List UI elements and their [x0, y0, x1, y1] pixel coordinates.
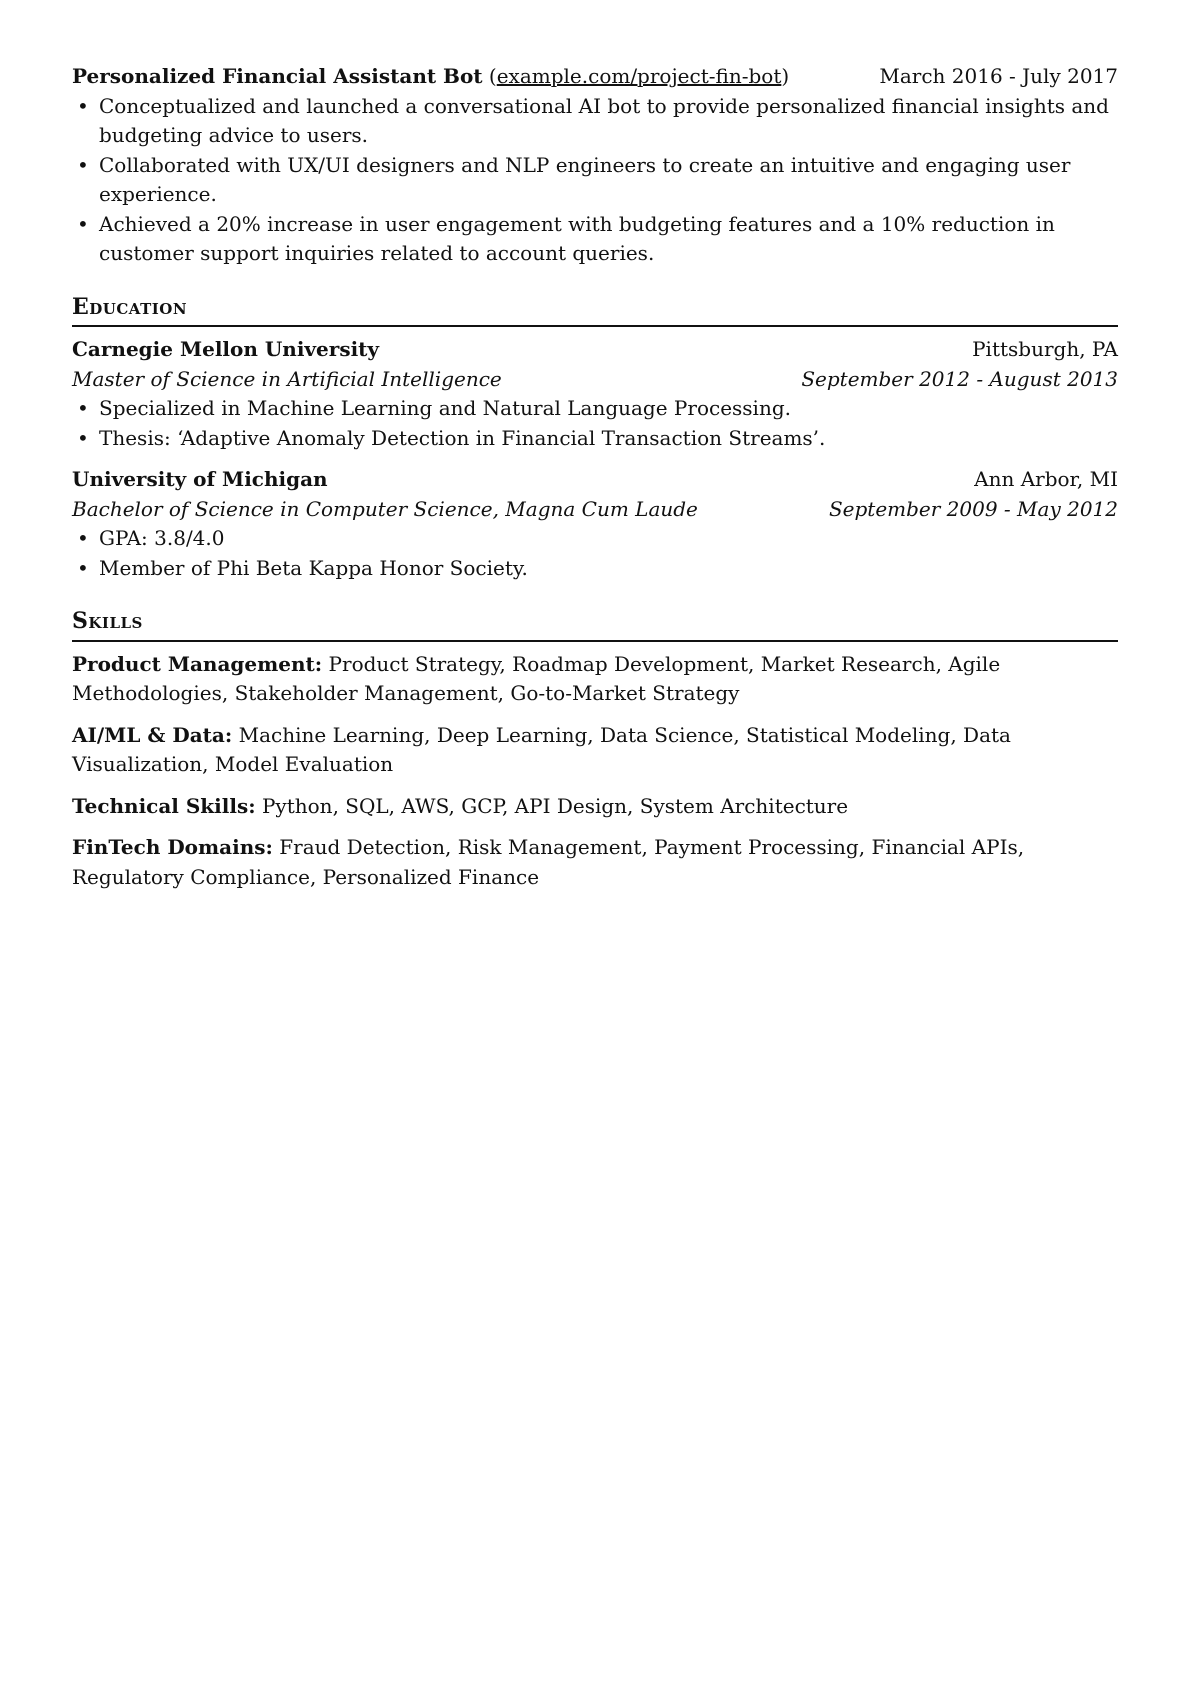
list-item: • Conceptualized and launched a conversational AI bot to provide personalized financial insights and budgeting advice to users.	[72, 92, 1118, 151]
education-bullets	[72, 394, 1118, 453]
education-dates: September 2009 - May 2012	[828, 496, 1118, 521]
education-dates: September 2012 - August 2013	[801, 366, 1118, 391]
school-name: University of Michigan	[72, 467, 328, 491]
skill-text: Fraud Detection, Risk Management, Payment Processing, Financial APIs, Regulatory Compliance, Personalized Finance	[72, 835, 1025, 889]
resume-page	[72, 62, 1118, 904]
education-header	[72, 335, 1118, 365]
school-name: Carnegie Mellon University	[72, 337, 380, 361]
skill-text: Machine Learning, Deep Learning, Data Science, Statistical Modeling, Data Visualization, Model Evaluation	[72, 722, 1011, 776]
skill-label: FinTech Domains:	[72, 835, 273, 859]
skill-label: AI/ML & Data:	[72, 722, 233, 747]
project-dates: March 2016 - July 2017	[879, 64, 1118, 88]
education-bullets	[72, 524, 1118, 583]
project-title: Personalized Financial Assistant Bot	[72, 64, 483, 88]
degree: Bachelor of Science in Computer Science, Magna Cum Laude	[72, 496, 698, 521]
skill-label: Technical Skills:	[72, 793, 256, 818]
list-item: • Thesis: ‘Adaptive Anomaly Detection in Financial Transaction Streams’.	[72, 424, 1118, 454]
open-paren: (	[488, 64, 497, 88]
education-subheader	[72, 365, 1118, 395]
education-header	[72, 465, 1118, 495]
skill-technical	[72, 792, 1118, 822]
project-entry	[72, 62, 1118, 269]
education-entry-cmu	[72, 335, 1118, 453]
skills-heading: Skills	[72, 607, 1118, 642]
education-heading: Education	[72, 293, 1118, 328]
project-bullets	[72, 92, 1118, 269]
close-paren: )	[781, 64, 790, 88]
school-location: Pittsburgh, PA	[972, 337, 1118, 361]
skill-text: Python, SQL, AWS, GCP, API Design, System Architecture	[261, 793, 849, 818]
degree: Master of Science in Artificial Intelligence	[72, 366, 502, 391]
list-item: • GPA: 3.8/4.0	[72, 524, 1118, 554]
skill-product-management	[72, 650, 1118, 709]
skill-fintech	[72, 833, 1118, 892]
skill-text: Product Strategy, Roadmap Development, Market Research, Agile Methodologies, Stakeholder Management, Go-to-Market Strategy	[72, 651, 1001, 705]
list-item: • Member of Phi Beta Kappa Honor Society.	[72, 554, 1118, 584]
list-item: • Specialized in Machine Learning and Natural Language Processing.	[72, 394, 1118, 424]
skill-label: Product Management:	[72, 651, 323, 676]
skill-aiml-data	[72, 721, 1118, 780]
education-entry-umich	[72, 465, 1118, 583]
list-item: • Collaborated with UX/UI designers and NLP engineers to create an intuitive and engaging user experience.	[72, 151, 1118, 210]
list-item: • Achieved a 20% increase in user engagement with budgeting features and a 10% reduction in customer support inquiries related to account queries.	[72, 210, 1118, 269]
education-subheader	[72, 495, 1118, 525]
project-title-line	[72, 62, 789, 92]
school-location: Ann Arbor, MI	[974, 467, 1118, 491]
project-link[interactable]: example.com/project-fin-bot	[496, 64, 782, 88]
project-header	[72, 62, 1118, 92]
